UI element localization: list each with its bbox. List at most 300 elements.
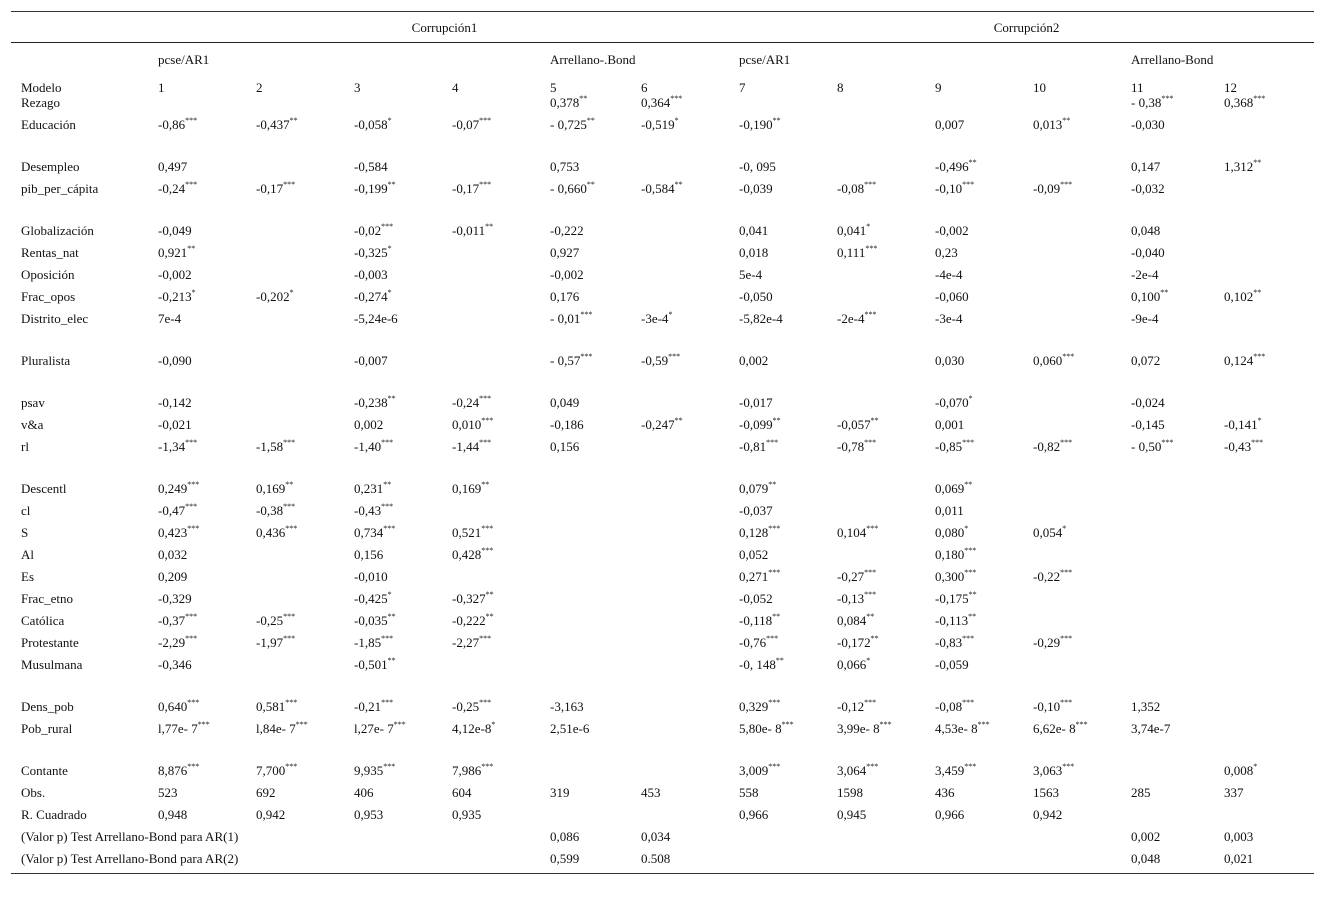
coefficient-value: -0,81 xyxy=(739,439,767,454)
coefficient-value: -0,425 xyxy=(354,591,388,606)
coefficient-cell xyxy=(1123,181,1216,223)
significance-stars: ** xyxy=(586,116,595,125)
coefficient-cell xyxy=(346,699,444,721)
significance-stars: *** xyxy=(481,416,494,425)
coefficient-value: 0,001 xyxy=(935,417,965,432)
coefficient-cell xyxy=(444,613,542,635)
coefficient-cell xyxy=(1123,613,1216,635)
coefficient-cell xyxy=(346,763,444,785)
coefficient-cell xyxy=(1123,721,1216,763)
coefficient-cell xyxy=(829,417,927,439)
coefficient-cell xyxy=(248,439,346,481)
coefficient-cell xyxy=(927,245,1025,267)
variable-row xyxy=(11,785,1314,807)
significance-stars: *** xyxy=(383,524,396,533)
coefficient-value: 0,378 xyxy=(550,95,580,110)
variable-label: Protestante xyxy=(21,635,79,650)
significance-stars: * xyxy=(964,524,969,533)
significance-stars: * xyxy=(1253,762,1258,771)
coefficient-cell xyxy=(444,721,542,763)
coefficient-cell xyxy=(1216,481,1314,503)
coefficient-value: 0,013 xyxy=(1033,117,1063,132)
coefficient-value: 0,030 xyxy=(935,353,965,368)
coefficient-value: 0,364 xyxy=(641,95,671,110)
variable-row xyxy=(11,353,1314,395)
significance-stars: ** xyxy=(968,158,977,167)
significance-stars: ** xyxy=(964,480,973,489)
coefficient-value: -0,47 xyxy=(158,503,186,518)
coefficient-cell xyxy=(444,159,542,181)
coefficient-cell xyxy=(150,117,248,159)
coefficient-cell xyxy=(731,481,829,503)
significance-stars: *** xyxy=(1251,438,1264,447)
coefficient-cell xyxy=(542,159,633,181)
coefficient-value: 0,084 xyxy=(837,613,867,628)
method-header-row xyxy=(11,43,1314,76)
coefficient-cell xyxy=(1216,785,1314,807)
coefficient-cell xyxy=(346,267,444,289)
coefficient-cell xyxy=(346,117,444,159)
coefficient-cell xyxy=(542,95,633,117)
coefficient-cell xyxy=(150,657,248,699)
coefficient-value: 2,51e-6 xyxy=(550,721,590,736)
coefficient-cell xyxy=(633,785,731,807)
coefficient-cell xyxy=(1123,245,1216,267)
coefficient-value: -0,24 xyxy=(452,395,480,410)
coefficient-cell xyxy=(1216,657,1314,699)
coefficient-cell xyxy=(150,181,248,223)
coefficient-cell xyxy=(1025,547,1123,569)
significance-stars: * xyxy=(668,310,673,319)
coefficient-value: -5,82e-4 xyxy=(739,311,783,326)
significance-stars: *** xyxy=(864,568,877,577)
coefficient-value: -0,040 xyxy=(1131,245,1165,260)
variable-row xyxy=(11,245,1314,267)
ab-test-value: 0,021 xyxy=(1224,851,1254,866)
coefficient-value: -0,190 xyxy=(739,117,773,132)
coefficient-value: 0,007 xyxy=(935,117,965,132)
significance-stars: *** xyxy=(1062,352,1075,361)
coefficient-cell xyxy=(542,525,633,547)
coefficient-value: 3,459 xyxy=(935,763,965,778)
coefficient-cell xyxy=(150,95,248,117)
coefficient-value: 1563 xyxy=(1033,785,1060,800)
coefficient-cell xyxy=(248,699,346,721)
coefficient-value: -0, 148 xyxy=(739,657,776,672)
coefficient-cell xyxy=(1025,289,1123,311)
significance-stars: * xyxy=(674,116,679,125)
coefficient-value: -0,050 xyxy=(739,289,773,304)
coefficient-cell xyxy=(1025,525,1123,547)
coefficient-cell xyxy=(829,289,927,311)
coefficient-cell xyxy=(150,763,248,785)
coefficient-value: -0,202 xyxy=(256,289,290,304)
coefficient-value: -0,27 xyxy=(837,569,865,584)
coefficient-cell xyxy=(1123,785,1216,807)
significance-stars: *** xyxy=(1060,698,1073,707)
variable-label: Desempleo xyxy=(21,159,80,174)
coefficient-value: -0,024 xyxy=(1131,395,1165,410)
coefficient-cell xyxy=(731,245,829,267)
coefficient-value: 0,942 xyxy=(256,807,286,822)
coefficient-cell xyxy=(248,245,346,267)
coefficient-cell xyxy=(829,353,927,395)
coefficient-cell xyxy=(542,547,633,569)
significance-stars: * xyxy=(191,288,196,297)
coefficient-cell xyxy=(150,569,248,591)
coefficient-value: -0,002 xyxy=(935,223,969,238)
coefficient-value: 0,176 xyxy=(550,289,580,304)
coefficient-value: -0,007 xyxy=(354,353,388,368)
coefficient-cell xyxy=(829,613,927,635)
coefficient-cell xyxy=(248,311,346,353)
coefficient-value: -0,145 xyxy=(1131,417,1165,432)
coefficient-cell xyxy=(633,439,731,481)
coefficient-cell xyxy=(346,289,444,311)
coefficient-cell xyxy=(829,395,927,417)
variable-row xyxy=(11,439,1314,481)
method-header-arellano-1: Arrellano-.Bond xyxy=(550,51,636,67)
ab-test-row xyxy=(11,829,1314,851)
coefficient-cell xyxy=(1123,763,1216,785)
variable-label: v&a xyxy=(21,417,44,432)
coefficient-value: -9e-4 xyxy=(1131,311,1159,326)
coefficient-cell xyxy=(927,699,1025,721)
coefficient-value: 3,063 xyxy=(1033,763,1063,778)
coefficient-value: - 0,725 xyxy=(550,117,587,132)
coefficient-cell xyxy=(1025,245,1123,267)
coefficient-value: 0,423 xyxy=(158,525,188,540)
variable-row xyxy=(11,95,1314,117)
coefficient-cell xyxy=(633,181,731,223)
coefficient-value: 0,052 xyxy=(739,547,769,562)
variable-label: Obs. xyxy=(21,785,46,800)
coefficient-cell xyxy=(248,159,346,181)
coefficient-cell xyxy=(927,181,1025,223)
significance-stars: ** xyxy=(485,222,494,231)
coefficient-value: -0,17 xyxy=(452,181,480,196)
coefficient-cell xyxy=(731,807,829,829)
ab-test-value: 0,086 xyxy=(550,829,580,844)
coefficient-cell xyxy=(927,591,1025,613)
significance-stars: ** xyxy=(289,116,298,125)
coefficient-cell xyxy=(1216,721,1314,763)
coefficient-value: 0,521 xyxy=(452,525,482,540)
coefficient-cell xyxy=(731,289,829,311)
coefficient-cell xyxy=(633,807,731,829)
coefficient-value: 3,064 xyxy=(837,763,867,778)
variable-row xyxy=(11,525,1314,547)
significance-stars: *** xyxy=(1253,352,1266,361)
coefficient-cell xyxy=(542,353,633,395)
coefficient-cell xyxy=(1216,635,1314,657)
empty-cell xyxy=(927,829,1025,851)
coefficient-value: -1,58 xyxy=(256,439,284,454)
significance-stars: *** xyxy=(1161,94,1174,103)
coefficient-value: -0,035 xyxy=(354,613,388,628)
significance-stars: *** xyxy=(479,438,492,447)
coefficient-value: 0,169 xyxy=(452,481,482,496)
significance-stars: *** xyxy=(185,502,198,511)
coefficient-value: 6,62e- 8 xyxy=(1033,721,1076,736)
coefficient-cell xyxy=(1216,245,1314,267)
variable-row xyxy=(11,117,1314,159)
coefficient-cell xyxy=(633,117,731,159)
variable-row xyxy=(11,763,1314,785)
significance-stars: *** xyxy=(479,116,492,125)
significance-stars: *** xyxy=(283,502,296,511)
coefficient-cell xyxy=(927,395,1025,417)
coefficient-cell xyxy=(346,613,444,635)
coefficient-value: 0,428 xyxy=(452,547,482,562)
model-number: 11 xyxy=(1131,80,1144,95)
significance-stars: * xyxy=(387,244,392,253)
coefficient-cell xyxy=(1216,547,1314,569)
ab-test-label: (Valor p) Test Arrellano-Bond para AR(1) xyxy=(21,829,239,844)
variable-row xyxy=(11,159,1314,181)
coefficient-value: -0,002 xyxy=(550,267,584,282)
coefficient-cell xyxy=(1123,635,1216,657)
coefficient-value: 319 xyxy=(550,785,570,800)
coefficient-value: 0,942 xyxy=(1033,807,1063,822)
variable-row xyxy=(11,181,1314,223)
coefficient-cell xyxy=(1216,117,1314,159)
coefficient-value: 0,102 xyxy=(1224,289,1254,304)
significance-stars: *** xyxy=(481,546,494,555)
coefficient-value: -0,113 xyxy=(935,613,969,628)
coefficient-cell xyxy=(150,439,248,481)
coefficient-cell xyxy=(1123,503,1216,525)
coefficient-value: -0,02 xyxy=(354,223,382,238)
significance-stars: *** xyxy=(381,634,394,643)
coefficient-cell xyxy=(1123,117,1216,159)
coefficient-cell xyxy=(1025,395,1123,417)
significance-stars: *** xyxy=(283,612,296,621)
coefficient-value: -0,049 xyxy=(158,223,192,238)
model-number: 10 xyxy=(1033,80,1047,95)
significance-stars: *** xyxy=(864,310,877,319)
coefficient-value: 0,753 xyxy=(550,159,580,174)
significance-stars: *** xyxy=(285,762,298,771)
coefficient-value: -0,118 xyxy=(739,613,773,628)
coefficient-cell xyxy=(444,267,542,289)
coefficient-cell xyxy=(542,395,633,417)
coefficient-value: -0,519 xyxy=(641,117,675,132)
coefficient-value: -0,059 xyxy=(935,657,969,672)
significance-stars: *** xyxy=(766,438,779,447)
coefficient-value: 0,249 xyxy=(158,481,188,496)
coefficient-cell xyxy=(633,481,731,503)
coefficient-value: 0,368 xyxy=(1224,95,1254,110)
coefficient-value: 0,927 xyxy=(550,245,580,260)
method-header-pcse-1: pcse/AR1 xyxy=(158,51,210,67)
coefficient-cell xyxy=(1123,439,1216,481)
coefficient-value: -0,07 xyxy=(452,117,480,132)
coefficient-cell xyxy=(248,807,346,829)
significance-stars: *** xyxy=(185,438,198,447)
variable-label: rl xyxy=(21,439,29,454)
significance-stars: *** xyxy=(187,762,200,771)
coefficient-value: -0,222 xyxy=(452,613,486,628)
coefficient-cell xyxy=(150,159,248,181)
coefficient-value: 604 xyxy=(452,785,472,800)
coefficient-value: 0,329 xyxy=(739,699,769,714)
variable-label: Dens_pob xyxy=(21,699,74,714)
coefficient-value: -0,037 xyxy=(739,503,773,518)
coefficient-cell xyxy=(1123,267,1216,289)
coefficient-value: 0,032 xyxy=(158,547,188,562)
significance-stars: ** xyxy=(674,416,683,425)
coefficient-cell xyxy=(731,311,829,353)
coefficient-cell xyxy=(731,699,829,721)
coefficient-value: -0,199 xyxy=(354,181,388,196)
coefficient-cell xyxy=(633,159,731,181)
coefficient-cell xyxy=(542,439,633,481)
significance-stars: *** xyxy=(768,524,781,533)
significance-stars: *** xyxy=(283,438,296,447)
coefficient-value: - 0,50 xyxy=(1131,439,1162,454)
coefficient-value: 523 xyxy=(158,785,178,800)
coefficient-value: 406 xyxy=(354,785,374,800)
coefficient-cell xyxy=(927,417,1025,439)
coefficient-cell xyxy=(542,117,633,159)
coefficient-cell xyxy=(248,95,346,117)
coefficient-cell xyxy=(346,481,444,503)
coefficient-cell xyxy=(248,353,346,395)
coefficient-cell xyxy=(927,117,1025,159)
coefficient-cell xyxy=(346,417,444,439)
significance-stars: *** xyxy=(283,634,296,643)
significance-stars: *** xyxy=(962,438,975,447)
coefficient-cell xyxy=(1216,181,1314,223)
coefficient-value: -1,44 xyxy=(452,439,480,454)
significance-stars: *** xyxy=(285,524,298,533)
coefficient-value: 5,80e- 8 xyxy=(739,721,782,736)
coefficient-cell xyxy=(829,117,927,159)
coefficient-value: 0,124 xyxy=(1224,353,1254,368)
model-number: 9 xyxy=(935,80,942,95)
coefficient-cell xyxy=(633,353,731,395)
significance-stars: ** xyxy=(586,180,595,189)
coefficient-cell xyxy=(731,763,829,785)
coefficient-value: l,27e- 7 xyxy=(354,721,394,736)
corner-cell xyxy=(11,12,150,43)
coefficient-cell xyxy=(444,117,542,159)
coefficient-cell xyxy=(248,613,346,635)
coefficient-cell xyxy=(633,657,731,699)
coefficient-cell xyxy=(1123,547,1216,569)
ab-test-value: 0,003 xyxy=(1224,829,1254,844)
variable-label: Educación xyxy=(21,117,76,132)
coefficient-cell xyxy=(248,117,346,159)
significance-stars: ** xyxy=(772,416,781,425)
coefficient-value: 3,74e-7 xyxy=(1131,721,1171,736)
coefficient-cell xyxy=(248,569,346,591)
coefficient-cell xyxy=(633,569,731,591)
coefficient-cell xyxy=(1216,569,1314,591)
coefficient-cell xyxy=(829,311,927,353)
coefficient-cell xyxy=(633,245,731,267)
coefficient-cell xyxy=(633,635,731,657)
coefficient-cell xyxy=(444,439,542,481)
coefficient-value: -5,24e-6 xyxy=(354,311,398,326)
coefficient-cell xyxy=(731,635,829,657)
coefficient-value: -3e-4 xyxy=(935,311,963,326)
coefficient-value: 0,935 xyxy=(452,807,482,822)
coefficient-cell xyxy=(346,245,444,267)
coefficient-value: 0,147 xyxy=(1131,159,1161,174)
coefficient-cell xyxy=(150,267,248,289)
coefficient-cell xyxy=(542,267,633,289)
coefficient-value: -0,172 xyxy=(837,635,871,650)
coefficient-cell xyxy=(731,785,829,807)
coefficient-cell xyxy=(150,417,248,439)
coefficient-cell xyxy=(731,117,829,159)
coefficient-value: -1,40 xyxy=(354,439,382,454)
empty-cell xyxy=(1025,851,1123,874)
coefficient-cell xyxy=(829,569,927,591)
group-header-corrupcion1: Corrupción1 xyxy=(411,19,478,35)
coefficient-value: -0,039 xyxy=(739,181,773,196)
coefficient-cell xyxy=(731,267,829,289)
coefficient-cell xyxy=(150,721,248,763)
coefficient-value: 0,049 xyxy=(550,395,580,410)
coefficient-cell xyxy=(346,807,444,829)
coefficient-value: -0,78 xyxy=(837,439,865,454)
significance-stars: ** xyxy=(579,94,588,103)
coefficient-value: 3,009 xyxy=(739,763,769,778)
coefficient-value: 8,876 xyxy=(158,763,188,778)
coefficient-value: -0,058 xyxy=(354,117,388,132)
coefficient-value: 4,12e-8 xyxy=(452,721,492,736)
coefficient-cell xyxy=(829,95,927,117)
variable-label: psav xyxy=(21,395,45,410)
significance-stars: *** xyxy=(781,720,794,729)
coefficient-cell xyxy=(1123,223,1216,245)
coefficient-cell xyxy=(150,311,248,353)
coefficient-cell xyxy=(1025,569,1123,591)
coefficient-cell xyxy=(1025,159,1123,181)
coefficient-cell xyxy=(927,503,1025,525)
significance-stars: *** xyxy=(864,438,877,447)
coefficient-value: -0,22 xyxy=(1033,569,1061,584)
coefficient-cell xyxy=(150,699,248,721)
coefficient-cell xyxy=(346,785,444,807)
coefficient-cell xyxy=(1216,807,1314,829)
variable-row xyxy=(11,311,1314,353)
variable-label: Pob_rural xyxy=(21,721,73,736)
coefficient-value: l,84e- 7 xyxy=(256,721,296,736)
coefficient-value: -0,76 xyxy=(739,635,767,650)
coefficient-value: 5e-4 xyxy=(739,267,763,282)
significance-stars: *** xyxy=(393,720,406,729)
coefficient-cell xyxy=(1216,417,1314,439)
coefficient-value: 0,156 xyxy=(354,547,384,562)
significance-stars: *** xyxy=(187,698,200,707)
coefficient-value: -0,12 xyxy=(837,699,865,714)
significance-stars: *** xyxy=(580,310,593,319)
coefficient-cell xyxy=(248,721,346,763)
significance-stars: ** xyxy=(674,180,683,189)
coefficient-value: - 0,01 xyxy=(550,311,581,326)
coefficient-cell xyxy=(346,95,444,117)
coefficient-value: -0,21 xyxy=(354,699,382,714)
significance-stars: *** xyxy=(864,590,877,599)
coefficient-cell xyxy=(633,395,731,417)
coefficient-value: -0,08 xyxy=(837,181,865,196)
significance-stars: ** xyxy=(387,180,396,189)
variable-row xyxy=(11,417,1314,439)
